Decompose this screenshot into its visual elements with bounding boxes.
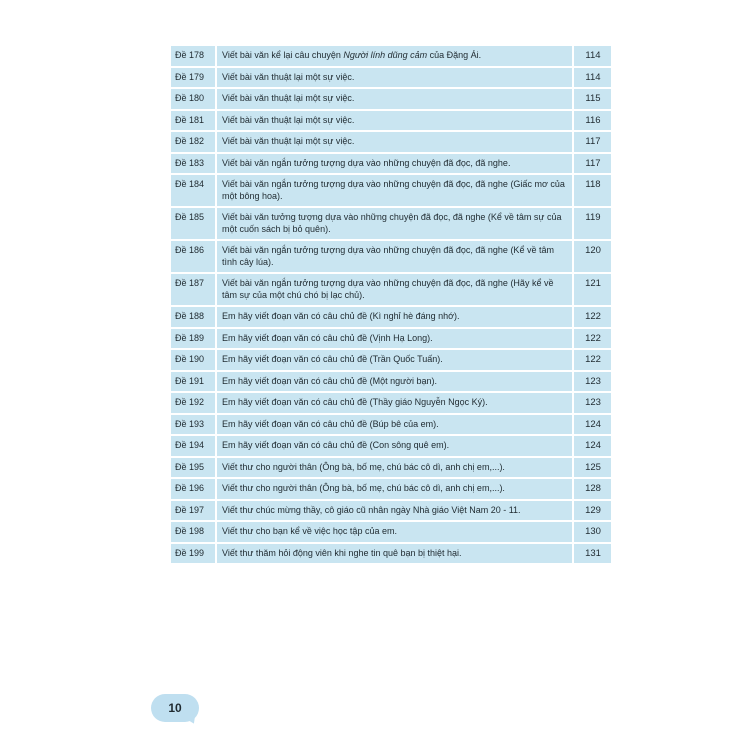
toc-code: Đề 185 [171, 208, 217, 239]
toc-code: Đề 186 [171, 241, 217, 272]
toc-description-text: Viết bài văn kể lại câu chuyện [222, 50, 344, 60]
toc-page: 119 [574, 208, 611, 239]
toc-description: Em hãy viết đoạn văn có câu chủ đề (Một người bạn). [217, 372, 574, 392]
toc-page: 129 [574, 501, 611, 521]
toc-description: Em hãy viết đoạn văn có câu chủ đề (Vịnh Hạ Long). [217, 329, 574, 349]
toc-code: Đề 197 [171, 501, 217, 521]
toc-page: 115 [574, 89, 611, 109]
toc-code: Đề 178 [171, 46, 217, 66]
toc-description: Em hãy viết đoạn văn có câu chủ đề (Trần Quốc Tuấn). [217, 350, 574, 370]
toc-code: Đề 191 [171, 372, 217, 392]
toc-code: Đề 196 [171, 479, 217, 499]
toc-row [171, 522, 611, 542]
toc-description: Em hãy viết đoạn văn có câu chủ đề (Búp bê của em). [217, 415, 574, 435]
toc-row [171, 175, 611, 206]
toc-code: Đề 192 [171, 393, 217, 413]
toc-description: Viết thư cho người thân (Ông bà, bố mẹ, chú bác cô dì, anh chị em,...). [217, 458, 574, 478]
toc-description: Viết bài văn ngắn tưởng tượng dựa vào những chuyện đã đọc, đã nghe. [217, 154, 574, 174]
toc-description: Viết thư chúc mừng thầy, cô giáo cũ nhân ngày Nhà giáo Việt Nam 20 - 11. [217, 501, 574, 521]
toc-code: Đề 180 [171, 89, 217, 109]
toc-page: 124 [574, 415, 611, 435]
toc-description: Viết thư thăm hỏi động viên khi nghe tin quê bạn bị thiệt hại. [217, 544, 574, 564]
toc-row [171, 501, 611, 521]
toc-page: 123 [574, 393, 611, 413]
toc-row [171, 372, 611, 392]
toc-description: Viết thư cho người thân (Ông bà, bố mẹ, chú bác cô dì, anh chị em,...). [217, 479, 574, 499]
toc-code: Đề 194 [171, 436, 217, 456]
toc-page: 124 [574, 436, 611, 456]
toc-code: Đề 195 [171, 458, 217, 478]
toc-description: Em hãy viết đoạn văn có câu chủ đề (Kì nghỉ hè đáng nhớ). [217, 307, 574, 327]
toc-body [171, 46, 611, 563]
toc-row [171, 68, 611, 88]
toc-page: 123 [574, 372, 611, 392]
toc-description: Viết bài văn tưởng tượng dựa vào những chuyện đã đọc, đã nghe (Kể về tâm sự của một cuốn sách bị bỏ quên). [217, 208, 574, 239]
toc-code: Đề 198 [171, 522, 217, 542]
toc-description: Viết thư cho bạn kể về việc học tập của em. [217, 522, 574, 542]
toc-page: 122 [574, 350, 611, 370]
toc-page: 121 [574, 274, 611, 305]
toc-page: 122 [574, 329, 611, 349]
toc-description-title: Người lính dũng cảm [343, 50, 428, 60]
toc-code: Đề 199 [171, 544, 217, 564]
toc-description: Viết bài văn thuật lại một sự việc. [217, 132, 574, 152]
toc-code: Đề 190 [171, 350, 217, 370]
table-of-contents [171, 44, 611, 565]
toc-code: Đề 189 [171, 329, 217, 349]
toc-description: Viết bài văn thuật lại một sự việc. [217, 68, 574, 88]
toc-page: 117 [574, 132, 611, 152]
toc-page: 117 [574, 154, 611, 174]
toc-description: Em hãy viết đoạn văn có câu chủ đề (Thầy giáo Nguyễn Ngọc Ký). [217, 393, 574, 413]
toc-code: Đề 181 [171, 111, 217, 131]
toc-row [171, 479, 611, 499]
toc-row [171, 307, 611, 327]
toc-row [171, 89, 611, 109]
toc-code: Đề 183 [171, 154, 217, 174]
toc-description: Viết bài văn ngắn tưởng tượng dựa vào những chuyện đã đọc, đã nghe (Kể về tâm tình cây lúa). [217, 241, 574, 272]
toc-row [171, 208, 611, 239]
toc-description [217, 46, 574, 66]
toc-page: 114 [574, 46, 611, 66]
toc-row [171, 241, 611, 272]
toc-page: 125 [574, 458, 611, 478]
toc-page: 122 [574, 307, 611, 327]
toc-code: Đề 179 [171, 68, 217, 88]
toc-description: Viết bài văn ngắn tưởng tượng dựa vào những chuyện đã đọc, đã nghe (Hãy kể về tâm sự của một chú chó bị lạc chủ). [217, 274, 574, 305]
toc-row [171, 458, 611, 478]
toc-row [171, 436, 611, 456]
toc-code: Đề 193 [171, 415, 217, 435]
toc-description: Em hãy viết đoạn văn có câu chủ đề (Con sông quê em). [217, 436, 574, 456]
toc-description: Viết bài văn ngắn tưởng tượng dựa vào những chuyện đã đọc, đã nghe (Giấc mơ của một bông hoa). [217, 175, 574, 206]
toc-row [171, 132, 611, 152]
toc-page: 118 [574, 175, 611, 206]
toc-page: 116 [574, 111, 611, 131]
toc-row [171, 350, 611, 370]
toc-page: 130 [574, 522, 611, 542]
toc-row [171, 111, 611, 131]
toc-row [171, 46, 611, 66]
toc-page: 120 [574, 241, 611, 272]
toc-row [171, 329, 611, 349]
toc-page: 131 [574, 544, 611, 564]
page-number: 10 [168, 701, 182, 715]
toc-code: Đề 187 [171, 274, 217, 305]
toc-row [171, 393, 611, 413]
toc-code: Đề 188 [171, 307, 217, 327]
toc-row [171, 274, 611, 305]
toc-page: 114 [574, 68, 611, 88]
toc-row [171, 544, 611, 564]
toc-page: 128 [574, 479, 611, 499]
toc-description: Viết bài văn thuật lại một sự việc. [217, 89, 574, 109]
toc-code: Đề 184 [171, 175, 217, 206]
toc-description: Viết bài văn thuật lại một sự việc. [217, 111, 574, 131]
toc-row [171, 154, 611, 174]
toc-description-text-after: của Đặng Ái. [427, 50, 482, 60]
toc-code: Đề 182 [171, 132, 217, 152]
toc-row [171, 415, 611, 435]
